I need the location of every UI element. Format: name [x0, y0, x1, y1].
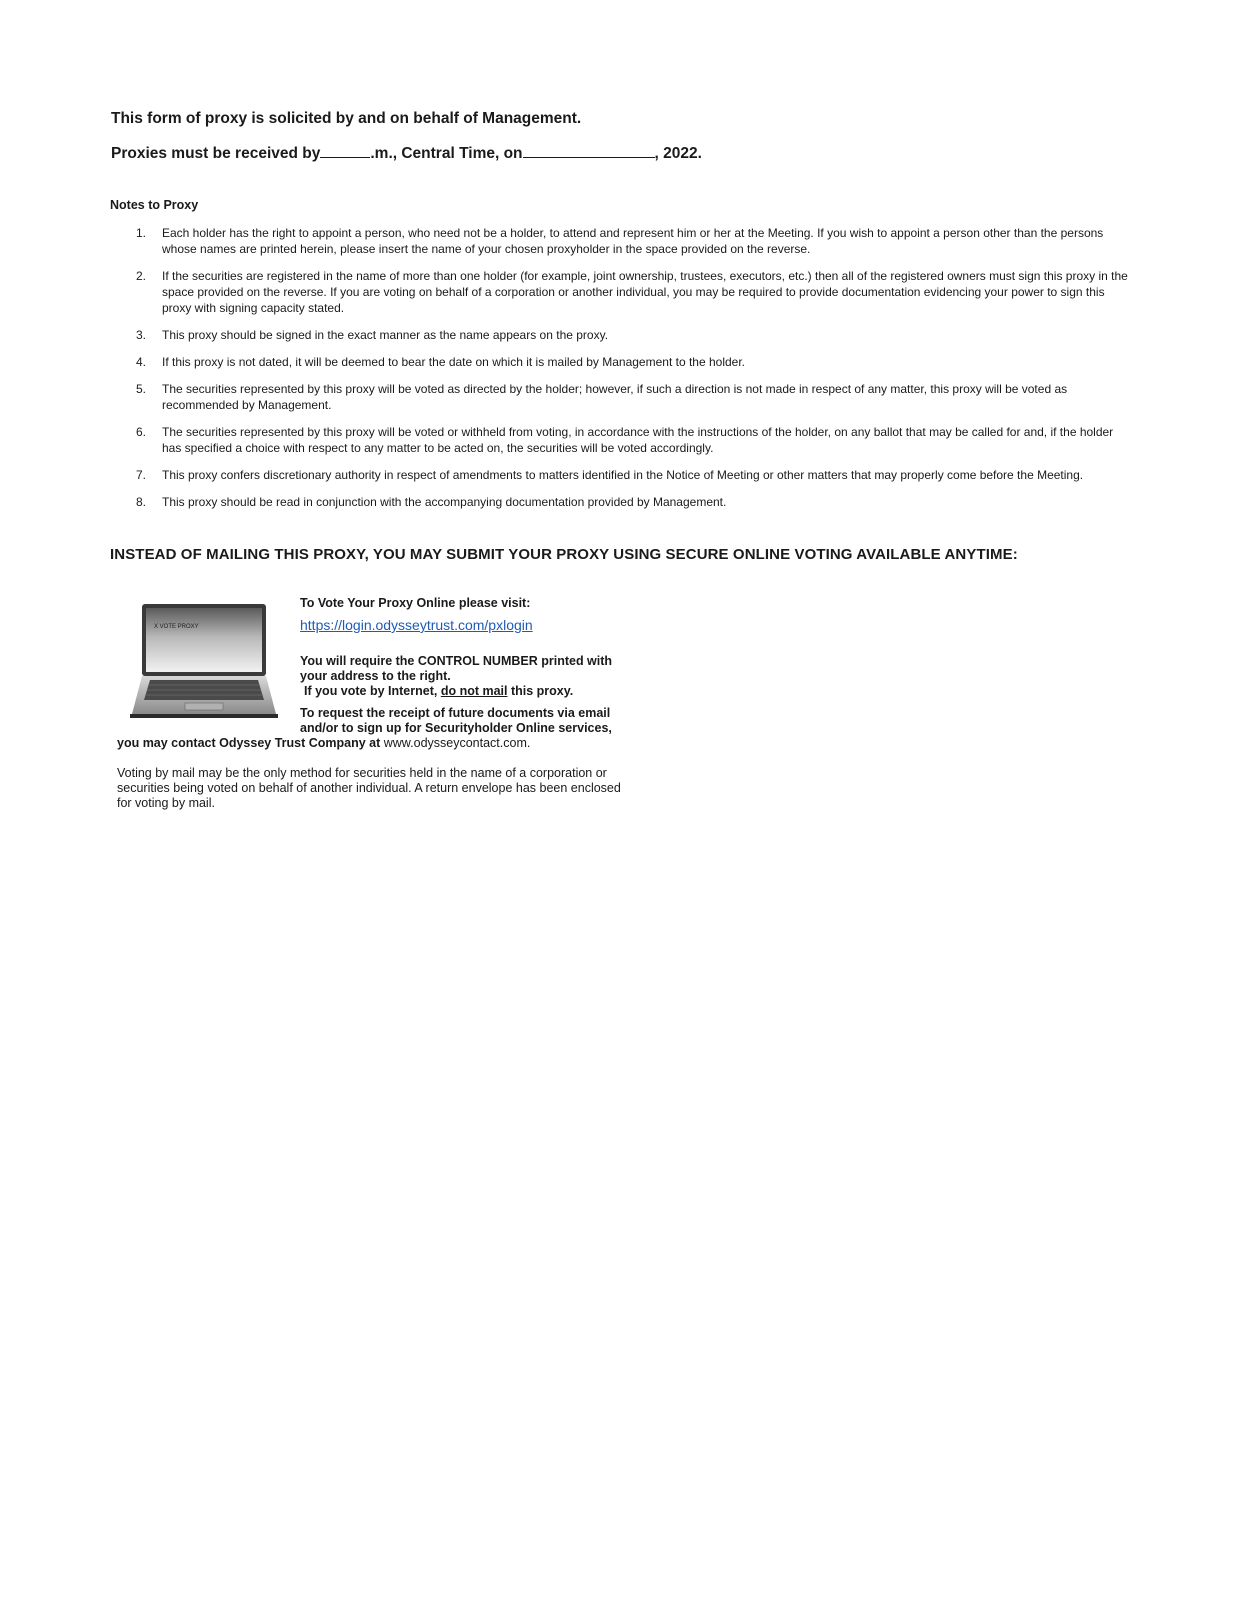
note-item — [110, 268, 1130, 316]
deadline-prefix: Proxies must be received by — [111, 145, 321, 162]
notes-heading: Notes to Proxy — [110, 198, 199, 212]
deadline-middle: .m., Central Time, on — [370, 145, 523, 162]
note-item — [110, 424, 1130, 456]
online-voting-banner: INSTEAD OF MAILING THIS PROXY, YOU MAY SUBMIT YOUR PROXY USING SECURE ONLINE VOTING AVAILABLE ANYTIME: — [110, 546, 1018, 563]
note-item — [110, 467, 1130, 483]
contact-note — [117, 736, 530, 751]
internet-note-suffix: this proxy. — [507, 684, 574, 698]
note-text: This proxy confers discretionary authority in respect of amendments to matters identified in the Notice of Meeting or other matters that may properly come before the Meeting. — [162, 468, 1084, 482]
note-number: 1. — [136, 226, 147, 240]
deadline-suffix: , 2022. — [654, 145, 702, 162]
future-documents-note: To request the receipt of future documents via email and/or to sign up for Securityholder Online services, — [300, 706, 612, 735]
note-item — [110, 327, 1130, 343]
note-text: The securities represented by this proxy will be voted as directed by the holder; however, if such a direction is not made in respect of any matter, this proxy will be voted as recommended by Management. — [162, 382, 1068, 412]
note-number: 2. — [136, 269, 147, 283]
note-text: If this proxy is not dated, it will be deemed to bear the date on which it is mailed by Management to the holder. — [162, 355, 745, 369]
note-number: 4. — [136, 355, 147, 369]
note-item — [110, 381, 1130, 413]
notes-list — [110, 225, 1130, 521]
note-text: If the securities are registered in the name of more than one holder (for example, joint ownership, trustees, executors, etc.) then all of the registered owners must sign this proxy in the space provided on the reverse. If you are voting on behalf of a corporation or another individual, you may be required to provide documentation evidencing your power to sign this proxy with signing capacity stated. — [162, 269, 1128, 315]
control-number-note: You will require the CONTROL NUMBER printed with your address to the right. — [300, 654, 613, 683]
internet-vote-note — [304, 684, 573, 699]
note-item — [110, 225, 1130, 257]
do-not-mail-emphasis: do not mail — [440, 684, 508, 698]
contact-prefix: you may contact Odyssey Trust Company at — [117, 736, 381, 750]
note-text: This proxy should be read in conjunction with the accompanying documentation provided by Management. — [162, 495, 727, 509]
internet-note-prefix: If you vote by Internet, — [304, 684, 441, 698]
note-number: 6. — [136, 425, 147, 439]
note-number: 3. — [136, 328, 147, 342]
note-text: This proxy should be signed in the exact manner as the name appears on the proxy. — [162, 328, 609, 342]
contact-website: www.odysseycontact.com. — [380, 736, 531, 750]
note-item — [110, 494, 1130, 510]
note-text: The securities represented by this proxy will be voted or withheld from voting, in accordance with the instructions of the holder, on any ballot that may be called for and, if the holder has specified a choice with respect to any matter to be acted on, the securities will be voted accordingly. — [162, 425, 1114, 455]
proxy-solicitation-title: This form of proxy is solicited by and on behalf of Management. — [111, 110, 582, 127]
vote-online-label: To Vote Your Proxy Online please visit: — [300, 596, 531, 610]
note-number: 7. — [136, 468, 147, 482]
note-number: 5. — [136, 382, 147, 396]
mail-voting-note: Voting by mail may be the only method for securities held in the name of a corporation or securities being voted on behalf of another individual. A return envelope has been enclosed for voting by mail. — [117, 766, 621, 810]
note-number: 8. — [136, 495, 147, 509]
date-blank[interactable] — [523, 142, 655, 158]
svg-text:X VOTE PROXY: X VOTE PROXY — [154, 624, 199, 630]
note-text: Each holder has the right to appoint a person, who need not be a holder, to attend and represent him or her at the Meeting. If you wish to appoint a person other than the persons whose names are printed herein, please insert the name of your chosen proxyholder in the space provided on the reverse. — [162, 226, 1104, 256]
laptop-icon — [130, 602, 278, 720]
proxy-deadline-line — [111, 142, 702, 163]
note-item — [110, 354, 1130, 370]
vote-online-link[interactable]: https://login.odysseytrust.com/pxlogin — [300, 617, 533, 633]
time-blank[interactable] — [320, 142, 370, 158]
